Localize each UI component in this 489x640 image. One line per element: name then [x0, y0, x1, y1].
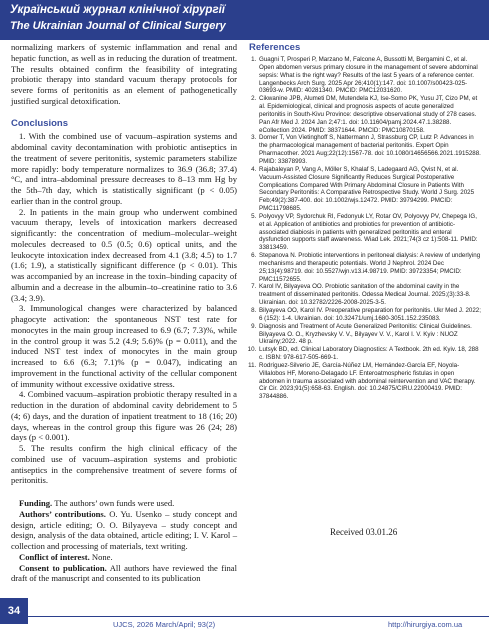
left-column — [11, 42, 237, 584]
journal-header — [0, 0, 489, 40]
consent-text: All authors have reviewed the final draft of the manuscript and consented to its publication — [11, 562, 237, 584]
page-number: 34 — [0, 598, 28, 624]
conclusion-item: 2. In patients in the main group who underwent combined vacuum therapy, levels of intoxication markers decreased significantly: the concentration of medium–molecular–weight molecules decreased to 0.5 (0.5; 0.6) optical units, and the leukocyte intoxication index decreased from 4.1 (3.8; 4.5) to 1.7 (1.6; 1.9), a statistically significant difference (p < 0.01). This was accompanied by an increase in the toxin–binding capacity of albumin and a decrease in the albumin–to–creatinine ratio to 3.6 (3.4; 3.9). — [11, 206, 237, 303]
consent-statement — [11, 563, 237, 585]
reference-item: 6. Stepanova N. Probiotic interventions in peritoneal dialysis: A review of underlying mechanisms and therapeutic potentials. World J Nephrol. 2024 Dec 25;13(4):98719. doi: 10.5527/wjn.v13.i4.98719. PMID: 39723354; PMCID: PMC11572655. — [258, 252, 481, 283]
conclusion-item: 5. The results confirm the high clinical efficacy of the combined use of vacuum–aspiration systems and probiotic antiseptics in the comprehensive treatment of severe forms of peritonitis. — [11, 443, 237, 486]
reference-item: 1. Guagni T, Prosperi P, Marzano M, Falcone A, Bussotti M, Bergamini C, et al. Open abdomen versus primary closure in the management of severe abdominal sepsis: What is the right way? Results of the last 5 years of a reference center. Langenbecks Arch Surg. 2025 Apr 26;410(1):147. doi: 10.1007/s00423-025-03693-w. PMID: 40281340. PMCID: PMC12031620. — [258, 56, 481, 95]
reference-item: 11. Rodríguez-Silverio JE, García-Núñez LM, Hernández-García EF, Noyola-Villalobos HF, Moreno-Delagado LF. Enteroatmospheric fistulas in open abdomen in trauma associated with abdominal reintervention and VAC therapy. Cir Cir. 2023;91(5):658-63. English. doi: 10.24875/CIRU.22000419. PMID: 37844886. — [258, 362, 481, 401]
journal-title-ukrainian: Український журнал клінічної хірургії — [10, 4, 225, 16]
reference-item: 7. Karol IV, Bilyayeva OO. Probiotic sanitation of the abdominal cavity in the treatment of disseminated peritonitis. Odessa Medical Journal. 2025;(3):33-8. Ukrainian. doi: 10.32782/2226-2008-2025-3-5. — [258, 283, 481, 307]
footer-url-link[interactable]: http://hirurgiya.com.ua — [388, 620, 463, 629]
conclusion-item: 4. Combined vacuum–aspiration probiotic therapy resulted in a reduction in the duration of abdominal cavity debridement to 5 (4; 6) days, and the duration of inpatient treatment to 18 (16; 20) days, whereas in the control group this figure was 26 (24; 28) days (p < 0.001). — [11, 389, 237, 443]
contributions-statement — [11, 509, 237, 552]
contributions-text: O. Yu. Usenko – study concept and design, article editing; O. O. Bilyayeva – study concept and design, analysis of the data obtained, article editing; I. V. Karol – collection and processing of materials, text writing. — [11, 508, 237, 551]
conflict-statement — [11, 552, 237, 563]
references-column — [249, 42, 481, 401]
funding-label: Funding. — [19, 498, 53, 508]
reference-item: 10. Lutsyk BD, ed. Clinical Laboratory Diagnostics: A Textbook. 2th ed. Kyiv. 18, 288 c. ISBN: 978-617-505-669-1. — [258, 346, 481, 362]
reference-item: 4. Rajabaleyan P, Vang A, Möller S, Khalaf S, Ladegaard AG, Qvist N, et al. Vacuum-Assisted Closure Significantly Reduces Surgical Postoperative Complications Compared With Primary Abdominal Closure in Patients With Secondary Peritonitis: A Comparative Retrospective Study. World J Surg. 2025 Feb;49(2):387-400. doi: 10.1002/wjs.12472. PMID: 39794299. PMCID: PMC11798685. — [258, 166, 481, 213]
reference-item: 9. Diagnosis and Treatment of Acute Generalized Peritonitis: Clinical Guidelines. Bilyayeva O. O., Kryzhevsky V. V., Bilyayev V. V., Karol I. V. Kyiv : NUOZ Ukrainy;2022. 48 p. — [258, 323, 481, 347]
reference-item: 5. Polyovyy VP, Sydorchuk RI, Fedonyuk LY, Rotar OV, Polyovyy PV, Chepega IG, et al. Application of antibiotics and probiotics for prevention of antibiotic-associated diabiosis in patients with generalized peritonitis and enteral dysfunction supports staff awareness. Wiad Lek. 2021;74(3 cz 1):508-11. PMID: 33813459. — [258, 213, 481, 252]
reference-item: 2. Cikwanine JPB, Alumeti DM, Mutendela KJ, Ise-Somo PK, Yusu JT, Cizo PM, et al. Epidemiological, clinical and prognosis aspects of acute generalized peritonitis in South-Kivu Province: descriptive observational study of 278 cases. Pan Afr Med J. 2024 Jan 2;47:1. doi: 10.11604/pamj.2024.47.1.38288. eCollection 2024. PMID: 38371644. PMCID: PMC10870158. — [258, 95, 481, 134]
reference-item: 3. Dorner T, Von Vietinghoff S, Nattermann J, Strassburg CP, Lutz P. Advances in the pharmacological management of bacterial peritonitis. Expert Opin Pharmacother. 2021 Aug;22(12):1567-78. doi: 10.1080/14656566.2021.1915288. PMID: 33878993. — [258, 134, 481, 165]
footer-divider — [28, 616, 489, 617]
conclusion-item: 1. With the combined use of vacuum–aspiration systems and abdominal cavity decontamination with probiotic antiseptics in the treatment of severe peritonitis, systemic parameters stabilize more rapidly: body temperature normalizes to 36.9 (36.8; 37.4) °C, and intra–abdominal pressure decreases to 8–13 mm Hg by the 5th–7th day, which is statistically significant (p < 0.05) earlier than in the control group. — [11, 131, 237, 206]
contributions-label: Authors’ contributions. — [19, 508, 106, 519]
references-heading: References — [249, 42, 301, 53]
footer-issue: UJCS, 2026 March/April; 93(2) — [113, 620, 216, 629]
discussion-paragraph: normalizing markers of systemic inflammation and renal and hepatic function, as well as in reducing the duration of treatment. The results obtained confirm the feasibility of integrating probiotic therapy into standard vacuum therapy protocols for severe forms of peritonitis as an element of pathogenetically justified surgical detoxification. — [11, 42, 237, 106]
conflict-text: None. — [89, 551, 113, 562]
conclusion-item: 3. Immunological changes were characterized by balanced phagocyte activation: the spontaneous NST test rate for monocytes in the main group increased to 6.9 (6.7; 7.3)%, while in the control group it was 5.2 (4.9; 5.6)% (p = 0.011), and the induced NST test index of monocytes in the main group increased to 6.6 (6.3; 7.1)% (p = 0.047), indicating an improvement in the functional activity of the cellular component of immunity without excessive oxidative stress. — [11, 303, 237, 389]
reference-item: 8. Bilyayeva OO, Karol IV. Preoperative preparation for peritonitis. Ukr Med J. 2022; 6 (152): 1-4. Ukrainian. doi: 10.32471/umj.1680-3051.152.235083. — [258, 307, 481, 323]
references-list — [249, 56, 481, 401]
conflict-label: Conflict of interest. — [19, 551, 90, 562]
conclusions-heading: Conclusions — [11, 117, 69, 129]
funding-statement — [11, 498, 237, 509]
consent-label: Consent to publication. — [19, 562, 107, 573]
journal-title-english: The Ukrainian Journal of Clinical Surgery — [10, 20, 226, 32]
received-date: Received 03.01.26 — [330, 527, 398, 537]
funding-text: The authors’ own funds were used. — [52, 498, 175, 508]
